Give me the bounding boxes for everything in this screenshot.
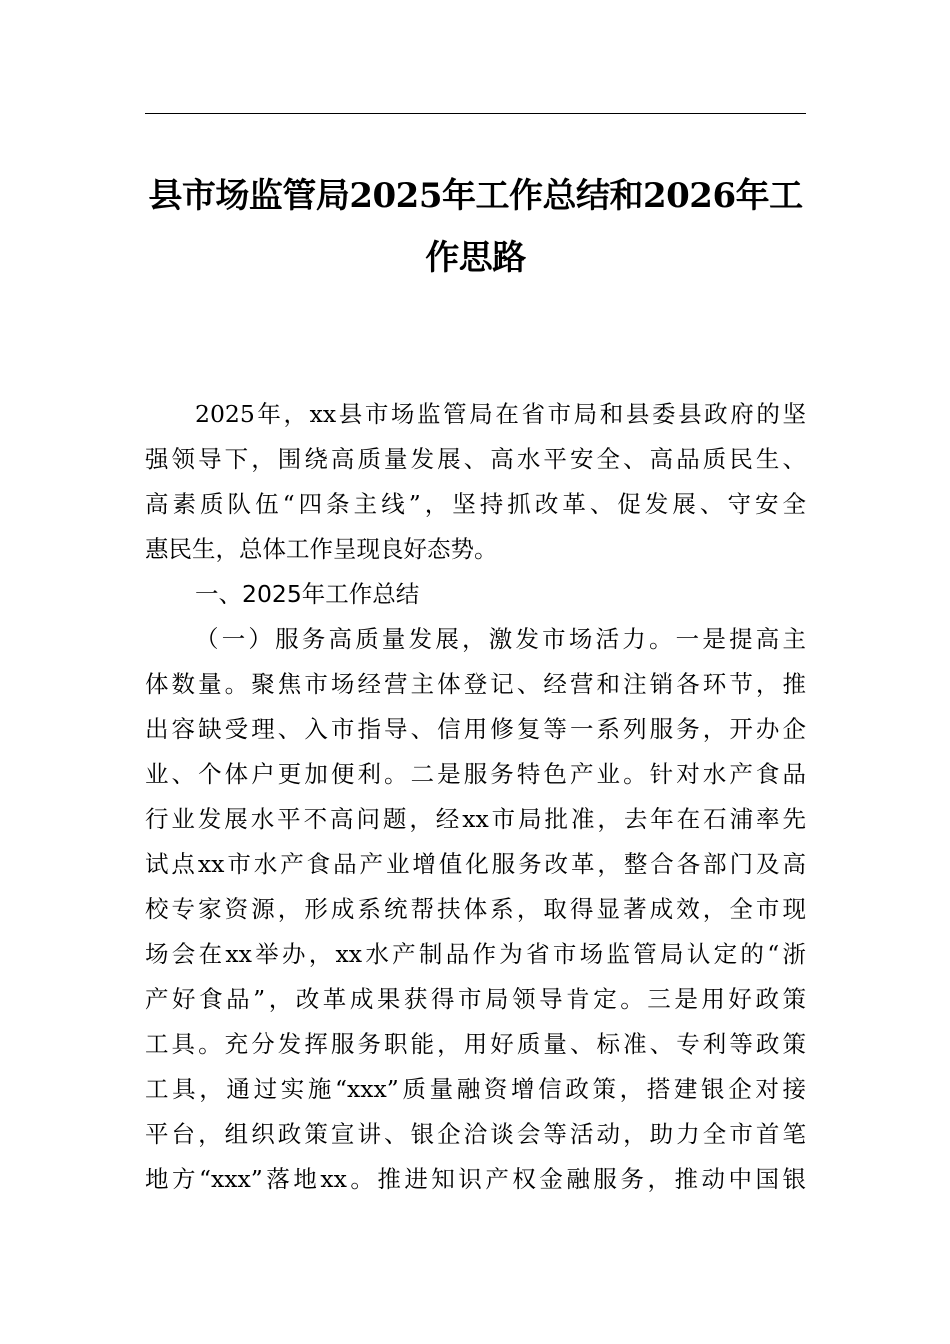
- document-body: [145, 392, 806, 1202]
- section-line: 试点xx市水产食品产业增值化服务改革，整合各部门及高: [145, 850, 806, 878]
- section-line: 平台，组织政策宣讲、银企洽谈会等活动，助力全市首笔: [145, 1120, 806, 1148]
- section-line: 校专家资源，形成系统帮扶体系，取得显著成效，全市现: [145, 895, 806, 923]
- title-line: 作思路: [425, 238, 526, 278]
- section-line: 场会在xx举办，xx水产制品作为省市场监管局认定的“浙: [145, 940, 806, 968]
- document-title: [145, 165, 806, 289]
- intro-line: 强领导下，围绕高质量发展、高水平安全、高品质民生、: [145, 445, 806, 473]
- section-line: （一）服务高质量发展，激发市场活力。一是提高主: [195, 625, 806, 653]
- intro-line: 2025年，xx县市场监管局在省市局和县委县政府的坚: [195, 400, 806, 428]
- title-line: 县市场监管局2025年工作总结和2026年工: [148, 176, 803, 216]
- section-line: 业、个体户更加便利。二是服务特色产业。针对水产食品: [145, 760, 806, 788]
- section-line: 工具，通过实施“xxx”质量融资增信政策，搭建银企对接: [145, 1075, 806, 1103]
- section-line: 行业发展水平不高问题，经xx市局批准，去年在石浦率先: [145, 805, 806, 833]
- section-heading: 一、2025年工作总结: [195, 580, 420, 608]
- section-line: 地方“xxx”落地xx。推进知识产权金融服务，推动中国银: [145, 1165, 806, 1193]
- section-line: 工具。充分发挥服务职能，用好质量、标准、专利等政策: [145, 1030, 806, 1058]
- section-line: 产好食品”，改革成果获得市局领导肯定。三是用好政策: [145, 985, 806, 1013]
- intro-line: 惠民生，总体工作呈现良好态势。: [145, 535, 498, 563]
- section-line: 出容缺受理、入市指导、信用修复等一系列服务，开办企: [145, 715, 806, 743]
- intro-line: 高素质队伍“四条主线”，坚持抓改革、促发展、守安全: [145, 490, 806, 518]
- header-rule: [145, 113, 806, 114]
- section-line: 体数量。聚焦市场经营主体登记、经营和注销各环节，推: [145, 670, 806, 698]
